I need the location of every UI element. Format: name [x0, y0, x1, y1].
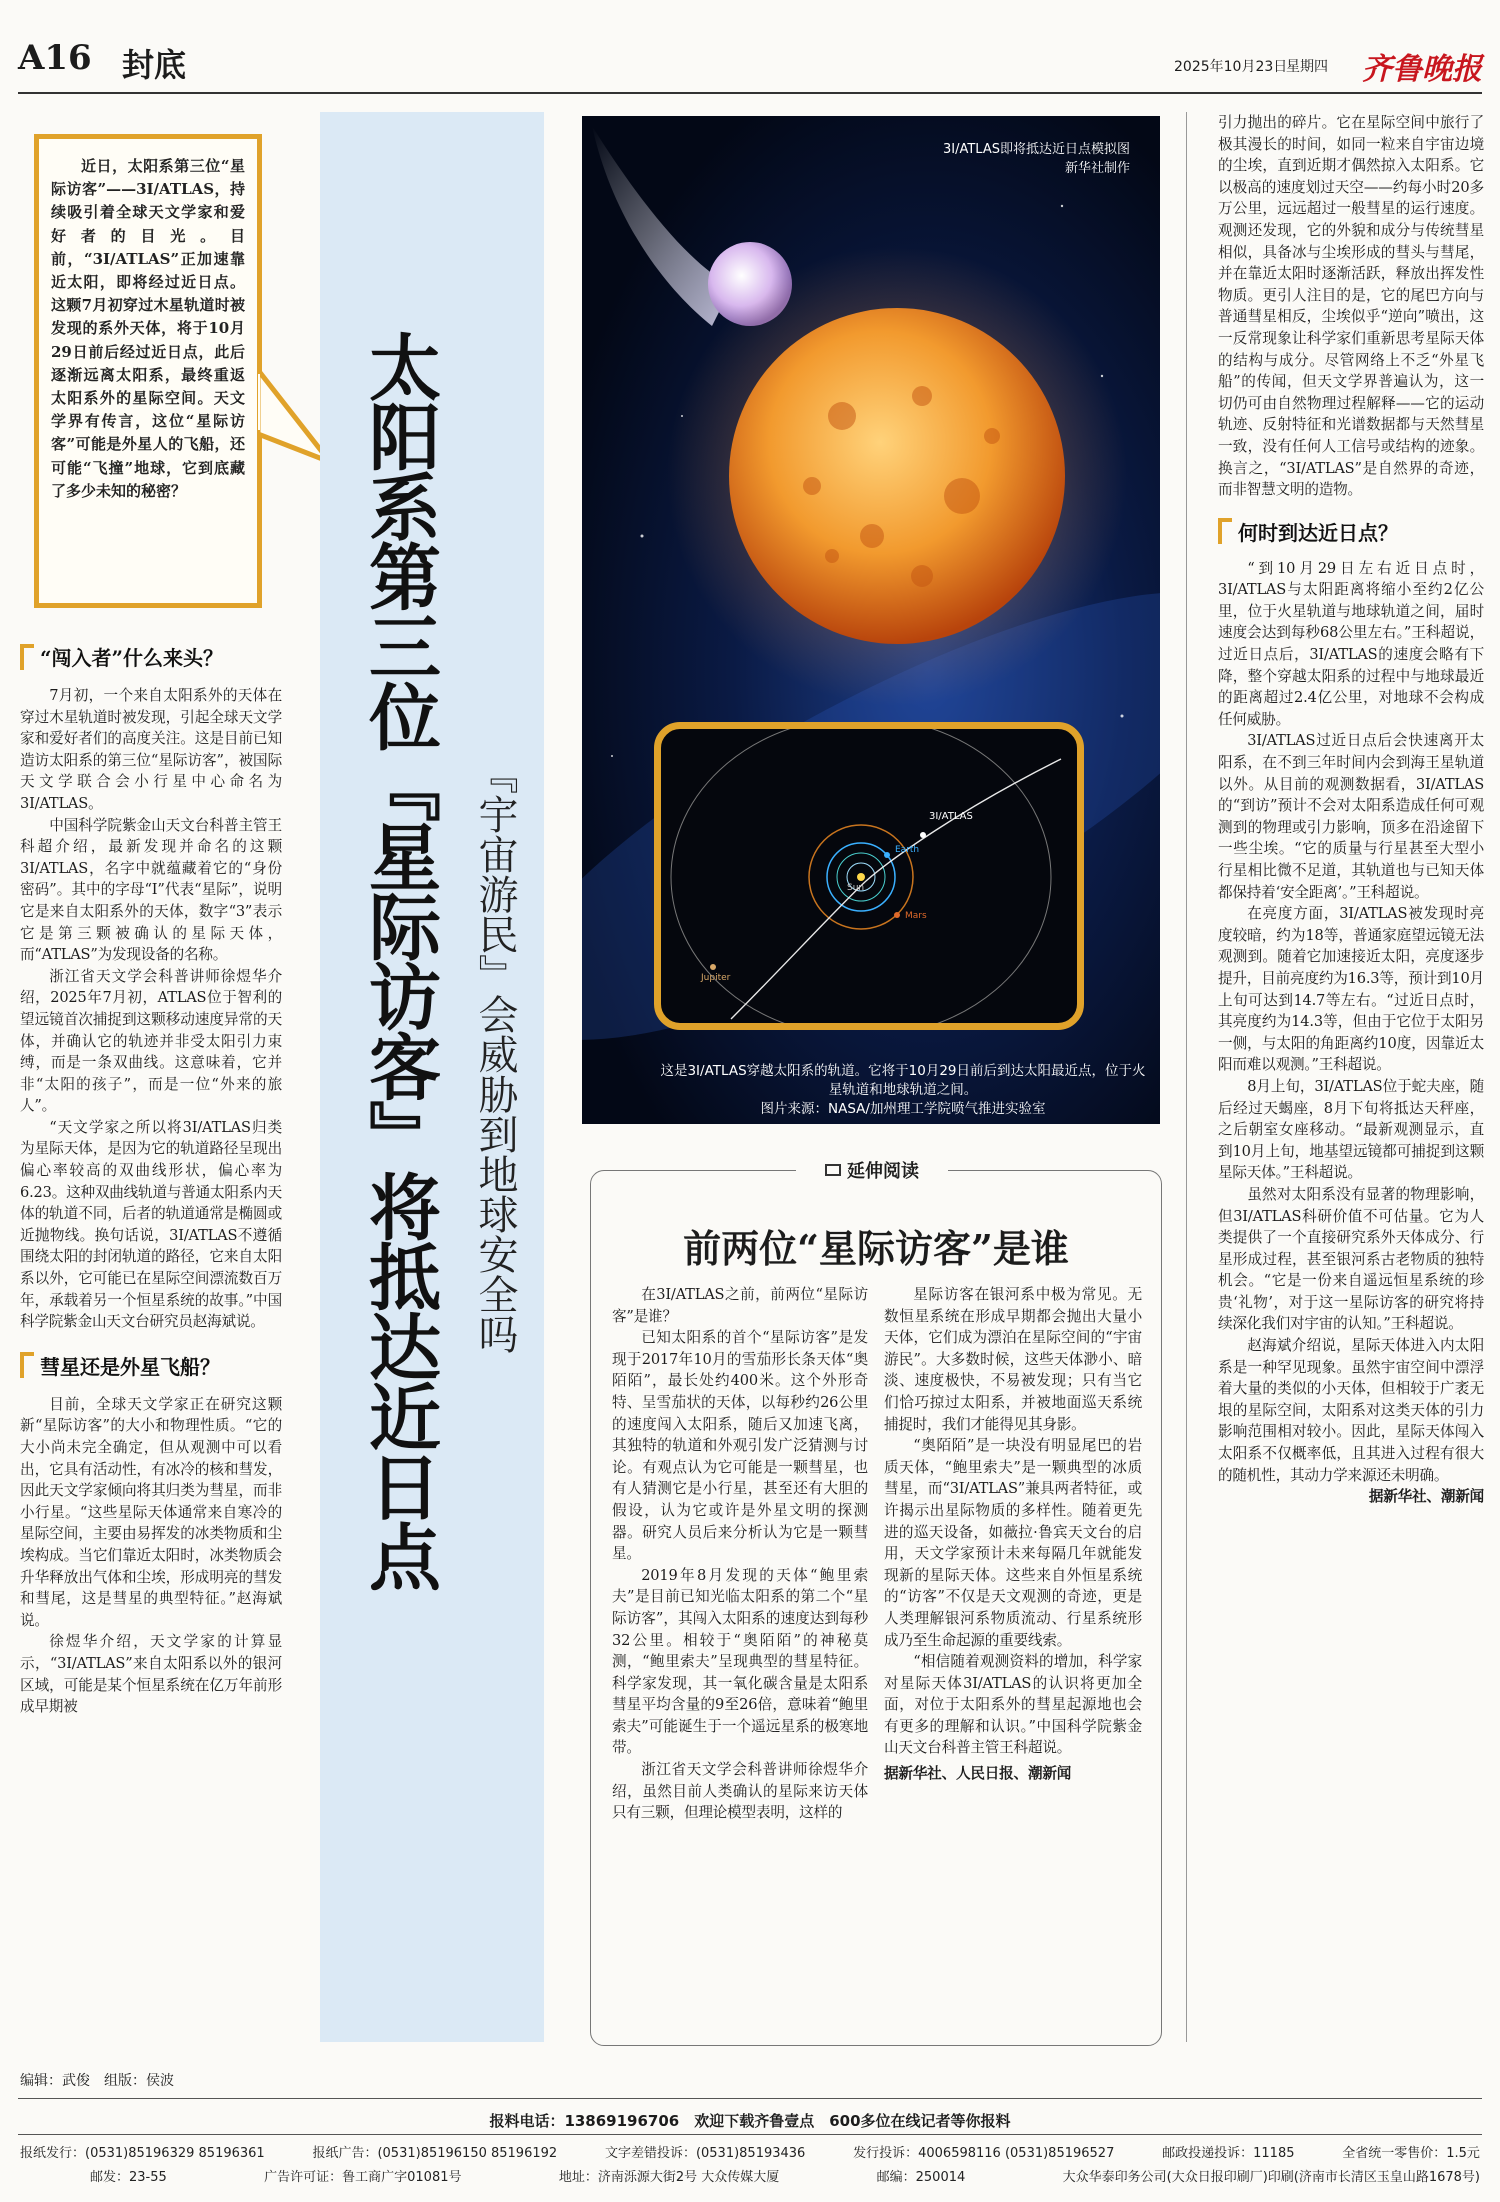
section-heading-perihelion: [1218, 517, 1484, 546]
paragraph: 在3I/ATLAS之前，前两位“星际访客”是谁？: [612, 1286, 868, 1325]
sidebar-title: 前两位“星际访客”是谁: [683, 1226, 1069, 1271]
label-mars: Mars: [905, 911, 927, 921]
header-rule: [18, 92, 1482, 94]
paragraph: 引力抛出的碎片。它在星际空间中旅行了极其漫长的时间，如同一粒来自宇宙边境的尘埃，直到近期才偶然掠入太阳系。它以极高的速度划过天空——约每小时20多万公里，远远超过一般彗星的运行速度。观测还发现，它的外貌和成分与传统彗星相似，具备冰与尘埃形成的彗头与彗尾，并在靠近太阳时逐渐活跃，释放出挥发性物质。更引人注目的是，它的尾巴方向与普通彗星相反，尘埃似乎“逆向”喷出，这一反常现象让科学家们重新思考星际天体的结构与成分。尽管网络上不乏“外星飞船”的传闻，但天文学界普遍认为，这一切仍可由自然物理过程解释——它的运动轨迹、反射特征和光谱数据都与天然彗星一致，没有任何人工信号或结构的迹象。换言之，“3I/ATLAS”是自然界的奇迹，而非智慧文明的造物。: [1218, 114, 1484, 499]
atlas-dot: [920, 832, 926, 838]
section-heading-intruder: [20, 642, 282, 671]
sidebar-col-1: [612, 1284, 868, 2014]
section-heading-comet: [20, 1351, 282, 1380]
footer-item: 邮政投递投诉：11185: [1162, 2146, 1295, 2161]
sidebar-label-text: 延伸阅读: [847, 1161, 919, 1182]
sidebar-label: [796, 1158, 948, 1182]
section-mark: [20, 1352, 34, 1378]
paragraph: “相信随着观测资料的增加，科学家对星际天体3I/ATLAS的认识将更加全面，对位于太阳系外的彗星起源地也会有更多的理解和认识。”中国科学院紫金山天文台科普主管王科超说。: [884, 1653, 1142, 1757]
footer-item: 邮编：250014: [876, 2170, 966, 2185]
earth-dot: [884, 852, 890, 858]
paragraph: 目前，全球天文学家正在研究这颗新“星际访客”的大小和物理性质。“它的大小尚未完全确定，但从观测中可以看出，它具有活动性，有冰冷的核和彗发，因此天文学家倾向将其归类为彗星，而非小行星。“这些星际天体通常来自寒冷的星际空间，主要由易挥发的冰类物质和尘埃构成。当它们靠近太阳时，冰类物质会升华释放出气体和尘埃，形成明亮的彗发和彗尾，这是彗星的典型特征。”赵海斌说。: [20, 1395, 282, 1629]
footer-item: 全省统一零售价：1.5元: [1342, 2146, 1480, 2161]
sub-headline: 『宇宙游民』会威胁到地球安全吗: [472, 754, 518, 1354]
page-code: A16: [18, 38, 92, 78]
source-line: 据新华社、潮新闻: [1368, 1488, 1484, 1506]
masthead-logo: 齐鲁晚报: [1362, 52, 1482, 87]
footer-item: 广告许可证：鲁工商广字01081号: [264, 2170, 462, 2185]
footer-rule-top: [18, 2098, 1482, 2099]
simulation-image: [582, 116, 1160, 1124]
editor-line: 编辑：武俊 组版：侯波: [20, 2073, 174, 2089]
footer-contacts: [20, 2142, 1480, 2161]
footer-item: 大众华泰印务公司(大众日报印刷厂)印刷(济南市长清区玉皇山路1678号): [1062, 2170, 1480, 2185]
weekday: 星期四: [1286, 59, 1328, 75]
paragraph: 在亮度方面，3I/ATLAS被发现时亮度较暗，约为18等，普通家庭望远镜无法观测到。随着它加速接近太阳，亮度逐步提升，目前亮度约为16.3等，预计到10月上旬可达到14.7等左右。“过近日点时，其亮度约为14.3等，但由于它位于太阳另一侧，与太阳的角距离约10度，因靠近太阳而难以观测。”王科超说。: [1218, 905, 1484, 1074]
caption-orbit: 这是3I/ATLAS穿越太阳系的轨道。它将于10月29日前后到达太阳最近点，位于火星轨道和地球轨道之间。: [660, 1063, 1146, 1098]
right-column: [1218, 112, 1484, 2048]
paragraph: 徐煜华介绍，天文学家的计算显示，“3I/ATLAS”来自太阳系以外的银河区域，可能是某个恒星系统在亿万年前形成早期被: [20, 1633, 282, 1716]
paragraph: 浙江省天文学会科普讲师徐煜华介绍，虽然目前人类确认的星际来访天体只有三颗，但理论模型表明，这样的: [612, 1761, 868, 1822]
source-line: 据新华社、人民日报、潮新闻: [884, 1765, 1072, 1783]
footer-item: 文字差错投诉：(0531)85193436: [604, 2146, 806, 2161]
page-header: [18, 30, 1482, 90]
footer-item: 报纸广告：(0531)85196150 85196192: [312, 2146, 558, 2161]
caption-source: 图片来源：NASA/加州理工学院喷气推进实验室: [760, 1101, 1046, 1117]
footer-address: [90, 2166, 1480, 2185]
caption-title: 3I/ATLAS即将抵达近日点模拟图: [943, 142, 1130, 157]
footer-hotline: 报料电话：13869196706 欢迎下载齐鲁壹点 600多位在线记者等你报料: [489, 2112, 1011, 2130]
paragraph: 浙江省天文学会科普讲师徐煜华介绍，2025年7月初，ATLAS位于智利的望远镜首次捕捉到这颗移动速度异常的天体，并确认它的轨迹并非受太阳引力束缚，而是一条双曲线。这意味着，它并非“太阳的孩子”，而是一位“外来的旅人”。: [20, 967, 282, 1115]
footer-item: 发行投诉：4006598116 (0531)85196527: [853, 2146, 1115, 2161]
footer-item: 地址：济南泺源大街2号 大众传媒大厦: [558, 2170, 780, 2185]
atlas-trajectory: [731, 759, 1061, 1019]
lead-box: [34, 134, 262, 608]
section-mark: [20, 644, 34, 670]
sidebar-col-2: [884, 1284, 1142, 2024]
caption-credit: 新华社制作: [1064, 161, 1130, 176]
footer-rule-mid: [18, 2134, 1482, 2135]
paragraph: 8月上旬，3I/ATLAS位于蛇夫座，随后经过天蝎座，8月下旬将抵达天秤座，之后朝室女座移动。“最新观测显示，直到10月上旬，地基望远镜都可捕捉到这颗星际天体。”王科超说。: [1218, 1077, 1484, 1182]
section-heading-text: 何时到达近日点？: [1238, 520, 1398, 545]
paragraph: “到10月29日左右近日点时，3I/ATLAS与太阳距离将缩小至约2亿公里，位于火星轨道与地球轨道之间，届时速度会达到每秒68公里左右。”王科超说，过近日点后，3I/ATLAS的速度会略有下降，整个穿越太阳系的过程中与地球最近的距离超过2.4亿公里，对地球不会构成任何威胁。: [1218, 559, 1484, 728]
book-icon: [825, 1164, 841, 1176]
sun-dot: [857, 873, 865, 881]
paragraph: 7月初，一个来自太阳系外的天体在穿过木星轨道时被发现，引起全球天文学家和爱好者们的高度关注。这是目前已知造访太阳系的第三位“星际访客”，被国际天文学联合会小行星中心命名为3I/ATLAS。: [20, 687, 282, 812]
paragraph: “奥陌陌”是一块没有明显尾巴的岩质天体，“鲍里索夫”是一颗典型的冰质彗星，而“3I/ATLAS”兼具两者特征，或许揭示出星际物质的多样性。随着更先进的巡天设备，如薇拉·鲁宾天文台的启用，天文学家预计未来每隔几年就能发现新的星际天体。这些来自外恒星系统的“访客”不仅是天文观测的奇迹，更是人类理解银河系物质流动、行星系统形成乃至生命起源的重要线索。: [884, 1437, 1142, 1649]
issue-date: 2025年10月23日: [1174, 59, 1288, 75]
paragraph: 已知太阳系的首个“星际访客”是发现于2017年10月的雪茄形长条天体“奥陌陌”，最长处约400米。这个外形奇特、呈雪茄状的天体，以每秒约26公里的速度闯入太阳系，随后又加速飞离，其独特的轨道和外观引发广泛猜测与讨论。有观点认为它可能是一颗彗星，也有人猜测它是小行星，甚至还有大胆的假设，认为它或许是外星文明的探测器。研究人员后来分析认为它是一颗彗星。: [612, 1329, 868, 1563]
section-heading-text: “闯入者”什么来头？: [40, 646, 224, 670]
paragraph: 虽然对太阳系没有显著的物理影响，但3I/ATLAS科研价值不可估量。它为人类提供了一个直接研究系外天体成分、行星形成过程，甚至银河系古老物质的独特机会。“它是一份来自遥远恒星系统的珍贵‘礼物’，对于这一星际访客的研究将持续深化我们对宇宙的认知。”王科超说。: [1218, 1185, 1484, 1333]
jupiter-dot: [710, 964, 716, 970]
left-column: [20, 642, 282, 2038]
label-jupiter: Jupiter: [701, 973, 731, 983]
section-heading-text: 彗星还是外星飞船？: [40, 1354, 220, 1379]
label-atlas: 3I/ATLAS: [929, 811, 973, 822]
sun-sphere: [729, 308, 1065, 644]
paragraph: “天文学家之所以将3I/ATLAS归类为星际天体，是因为它的轨道路径呈现出偏心率较高的双曲线形状，偏心率为6.23。这种双曲线轨道与普通太阳系内天体的轨道不同，后者的轨道通常是椭圆或近抛物线。换句话说，3I/ATLAS不遵循围绕太阳的封闭轨道的路径，它来自太阳系以外，它可能已在星际空间漂流数百万年，承载着另一个恒星系统的故事。”中国科学院紫金山天文台研究员赵海斌说。: [20, 1118, 282, 1331]
section-name: 封底: [122, 46, 187, 84]
paragraph: 中国科学院紫金山天文台科普主管王科超介绍，最新发现并命名的这颗3I/ATLAS，名字中就蕴藏着它的“身份密码”。其中的字母“I”代表“星际”，说明它是来自太阳系外的天体，数字“3”表示它是第三颗被确认的星际天体，而“ATLAS”为发现设备的名称。: [20, 816, 282, 964]
footer-item: 报纸发行：(0531)85196329 85196361: [20, 2146, 265, 2161]
footer-item: 邮发：23-55: [90, 2170, 167, 2185]
lead-text: 近日，太阳系第三位“星际访客”——3I/ATLAS，持续吸引着全球天文学家和爱好者的目光。目前，“3I/ATLAS”正加速靠近太阳，即将经过近日点。这颗7月初穿过木星轨道时被发现的系外天体，将于10月29日前后经过近日点，此后逐渐远离太阳系，最终重返太阳系外的星际空间。天文学界有传言，这位“星际访客”可能是外星人的飞船，还可能“飞撞”地球，它到底藏了多少未知的秘密？: [51, 157, 245, 500]
orbit-inset: [654, 722, 1084, 1030]
image-caption-bottom: [658, 1062, 1148, 1119]
mars-dot: [894, 912, 900, 918]
paragraph: 赵海斌介绍说，星际天体进入内太阳系是一种罕见现象。虽然宇宙空间中漂浮着大量的类似的小天体，但相较于广袤无垠的星际空间，太阳系对这类天体的引力影响范围相对较小。因此，星际天体闯入太阳系不仅概率低，且其进入过程有很大的随机性，其动力学来源还未明确。: [1218, 1337, 1484, 1484]
section-mark: [1218, 518, 1232, 544]
paragraph: 2019年8月发现的天体“鲍里索夫”是目前已知光临太阳系的第二个“星际访客”，其闯入太阳系的速度达到每秒32公里。相较于“奥陌陌”的神秘莫测，“鲍里索夫”呈现典型的彗星特征。科学家发现，其一氧化碳含量是太阳系彗星平均含量的9至26倍，意味着“鲍里索夫”可能诞生于一个遥远星系的极寒地带。: [612, 1566, 868, 1757]
paragraph: 星际访客在银河系中极为常见。无数恒星系统在形成早期都会抛出大量小天体，它们成为漂泊在星际空间的“宇宙游民”。大多数时候，这些天体渺小、暗淡、速度极快，不易被发现；只有当它们恰巧掠过太阳系，并被地面巡天系统捕捉时，我们才能得见其身影。: [884, 1286, 1142, 1433]
main-headline: 太阳系第三位『星际访客』将抵达近日点: [357, 330, 442, 1590]
image-caption-top: [943, 140, 1130, 178]
label-sun: Sun: [847, 883, 865, 893]
column-separator: [1186, 112, 1187, 2042]
label-earth: Earth: [895, 845, 920, 855]
paragraph: 3I/ATLAS过近日点后会快速离开太阳系，在不到三年时间内会到海王星轨道以外。从目前的观测数据看，3I/ATLAS的“到访”预计不会对太阳系造成任何可观测到的物理或引力影响，顶多在沿途留下一些尘埃。“它的质量与行星甚至大型小行星相比微不足道，其轨道也与已知天体都保持着‘安全距离’。”王科超说。: [1218, 732, 1484, 901]
